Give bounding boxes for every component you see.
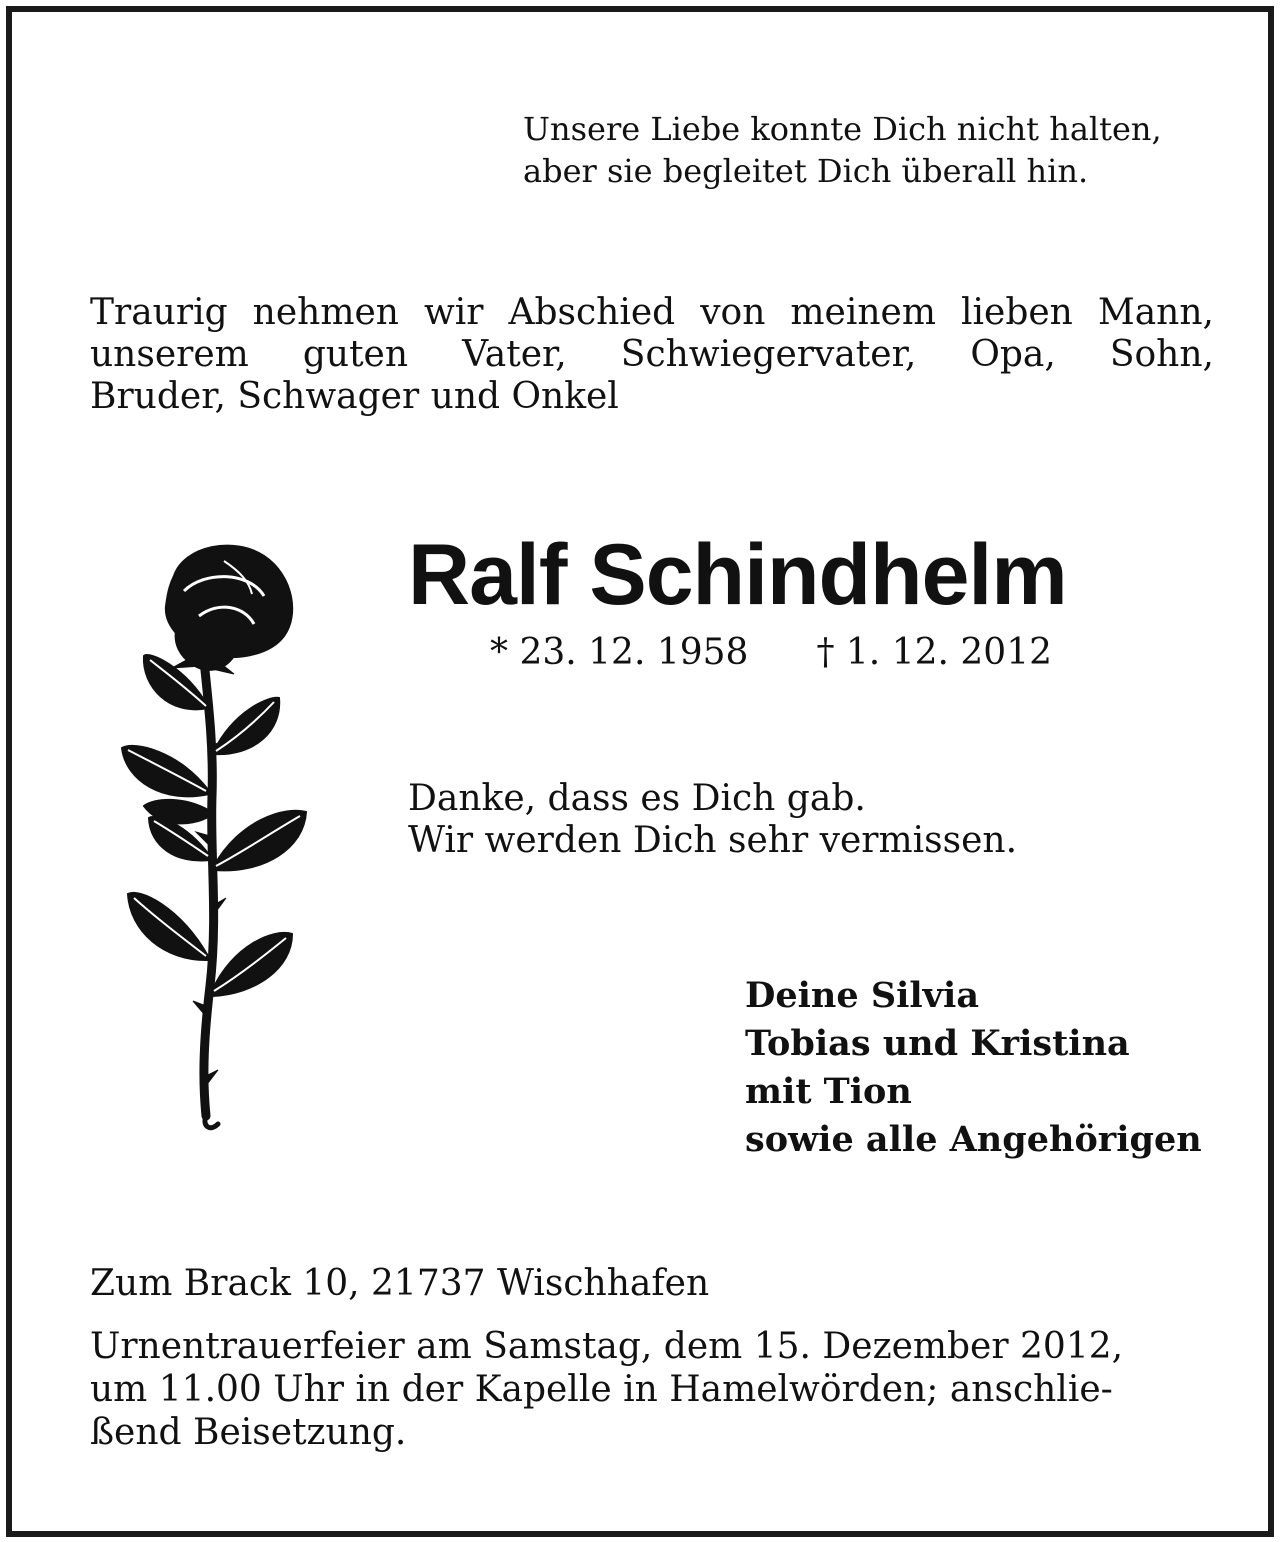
mourner-line: sowie alle Angehörigen	[745, 1119, 1202, 1160]
mourner-line: Tobias und Kristina	[745, 1023, 1130, 1064]
ceremony-line: ßend Beisetzung.	[90, 1412, 407, 1453]
family-address: Zum Brack 10, 21737 Wischhafen	[90, 1263, 710, 1304]
death-date: † 1. 12. 2012	[816, 632, 1052, 673]
thanks-line: Danke, dass es Dich gab.	[408, 778, 866, 819]
ceremony-line: Urnentrauerfeier am Samstag, dem 15. Dezember 2012,	[90, 1326, 1124, 1367]
deceased-name: Ralf Schindhelm	[408, 527, 1067, 623]
thanks-message	[408, 778, 1017, 862]
mourners-signature	[745, 972, 1202, 1164]
memorial-quote	[523, 108, 1162, 192]
mourner-line: mit Tion	[745, 1071, 912, 1112]
intro-line: Traurig nehmen wir Abschied von meinem lieben Mann,	[90, 292, 1214, 333]
mourner-line: Deine Silvia	[745, 975, 979, 1016]
obituary-frame	[6, 6, 1274, 1537]
life-dates	[490, 630, 1052, 676]
rose-icon	[114, 536, 314, 1136]
farewell-intro	[90, 292, 1214, 418]
ceremony-info	[90, 1325, 1123, 1454]
ceremony-line: um 11.00 Uhr in der Kapelle in Hamelwörden; anschlie-	[90, 1369, 1113, 1410]
thanks-line: Wir werden Dich sehr vermissen.	[408, 820, 1018, 861]
intro-line: Bruder, Schwager und Onkel	[90, 376, 619, 417]
intro-line: unserem guten Vater, Schwiegervater, Opa, Sohn,	[90, 334, 1214, 375]
quote-line: Unsere Liebe konnte Dich nicht halten,	[523, 110, 1162, 148]
birth-date: * 23. 12. 1958	[490, 632, 749, 673]
quote-line: aber sie begleitet Dich überall hin.	[523, 152, 1089, 190]
